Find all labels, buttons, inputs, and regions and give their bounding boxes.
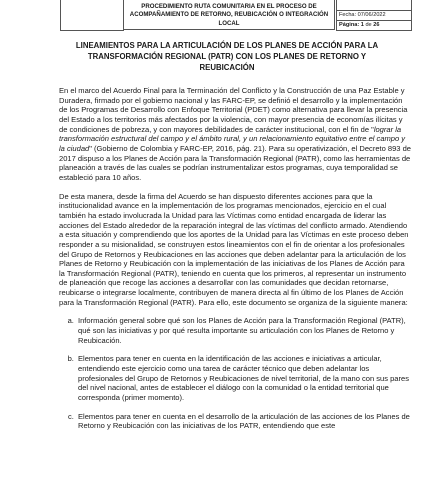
- header-meta-cell: [336, 0, 412, 31]
- header-page-label: Página:: [339, 22, 361, 28]
- document-header: [60, 0, 410, 30]
- intro-quote: lograr la transformación estructural del campo y el ámbito rural, y un relacionamiento equitativo entre el campo y la ciudad: [59, 124, 406, 153]
- second-paragraph: De esta manera, desde la firma del Acuerdo se han dispuesto diferentes acciones para que la institucionalidad avance en la implementación de los programas mencionados, ejercicio en el cual también ha estado involucrada la Unidad para las Víctimas como entidad encargada de liderar las acciones del Estado alrededor de la reparación integral de las víctimas del conflicto armado. Atendiendo a esta situación y comprendiendo que los aportes de la Unidad para las Víctimas en este proceso deben responder a su misionalidad, se construyen estos lineamientos con el fin de orientar a los profesionales del Grupo de Retornos y Reubicaciones en las acciones que deben adelantar para la articulación de los Planes de Retorno y Reubicación con la implementación de las iniciativas de los Planes de Acción para la Transformación Regional (PATR), teniendo en cuenta que los primeros, al representar un instrumento de planeación que recoge las acciones a desarrollar con las comunidades que decidan retornarse, reubicarse o integrarse localmente, contribuyen de manera directa al fin último de los Planes de Acción para la Transformación Regional (PATR). Para ello, este documento se organiza de la siguiente manera:: [59, 191, 409, 307]
- list-item: a. Información general sobre qué son los Planes de Acción para la Transformación Regional (PATR), qué son las iniciativas y por qué resulta importante su articulación con los Planes de Retorno y Reubicación.: [76, 316, 411, 345]
- document-body: [59, 86, 411, 440]
- header-date: Fecha: 07/06/2022: [337, 11, 411, 22]
- header-page-of: de: [363, 22, 374, 28]
- header-logo-cell: [60, 0, 124, 31]
- header-procedure-cell: [123, 0, 335, 30]
- header-page-number: 1: [360, 22, 364, 28]
- document-title: LINEAMIENTOS PARA LA ARTICULACIÓN DE LOS PLANES DE ACCIÓN PARA LA TRANSFORMACIÓN REGIONAL (PATR) CON LOS PLANES DE RETORNO Y REUBICACIÓN: [75, 41, 379, 72]
- header-procedure-title: PROCEDIMIENTO RUTA COMUNITARIA EN EL PROCESO DE ACOMPAÑAMIENTO DE RETORNO, REUBICACIÓN O INTEGRACIÓN LOCAL: [129, 3, 329, 27]
- intro-text-before-quote: En el marco del Acuerdo Final para la Terminación del Conflicto y la Construcción de una Paz Estable y Duradera, firmado por el gobierno nacional y las FARC-EP, se definió el desarrollo y la implementación de los Programas de Desarrollo con Enfoque Territorial (PDET) como alternativa para llevar la presencia del Estado a los territorios más afectados por la violencia, con mayor presencia de economías ilícitas y de condiciones de pobreza, y con mayores debilidades de carácter institucional, con el fin de ": [59, 86, 408, 134]
- header-page-total: 26: [373, 22, 380, 28]
- header-blank-row: [337, 0, 411, 11]
- intro-paragraph: [59, 86, 411, 183]
- header-page: [337, 21, 411, 31]
- intro-text-after-quote: " (Gobierno de Colombia y FARC-EP, 2016, pág. 21). Para su operativización, el Decreto 893 de 2017 dispuso a los Planes de Acción para la Transformación Regional (PATR), como las herramientas de planeación a través de las cuales se podrían instrumentalizar estos programas, cuya temporalidad se estableció para 10 años.: [59, 143, 412, 182]
- organization-list: [59, 316, 411, 431]
- list-item: b. Elementos para tener en cuenta en la identificación de las acciones e iniciativas a articular, entendiendo este ejercicio como una tarea de carácter técnico que deben adelantar los profesionales del Grupo de Retornos y Reubicaciones de nivel territorial, de la mano con sus pares del nivel nacional, antes de establecer el diálogo con la comunidad o la entidad territorial que corresponda (primer momento).: [76, 354, 411, 402]
- list-item: c. Elementos para tener en cuenta en el desarrollo de la articulación de las acciones de los Planes de Retorno y Reubicación con las iniciativas de los PATR, entendiendo que este: [76, 412, 411, 431]
